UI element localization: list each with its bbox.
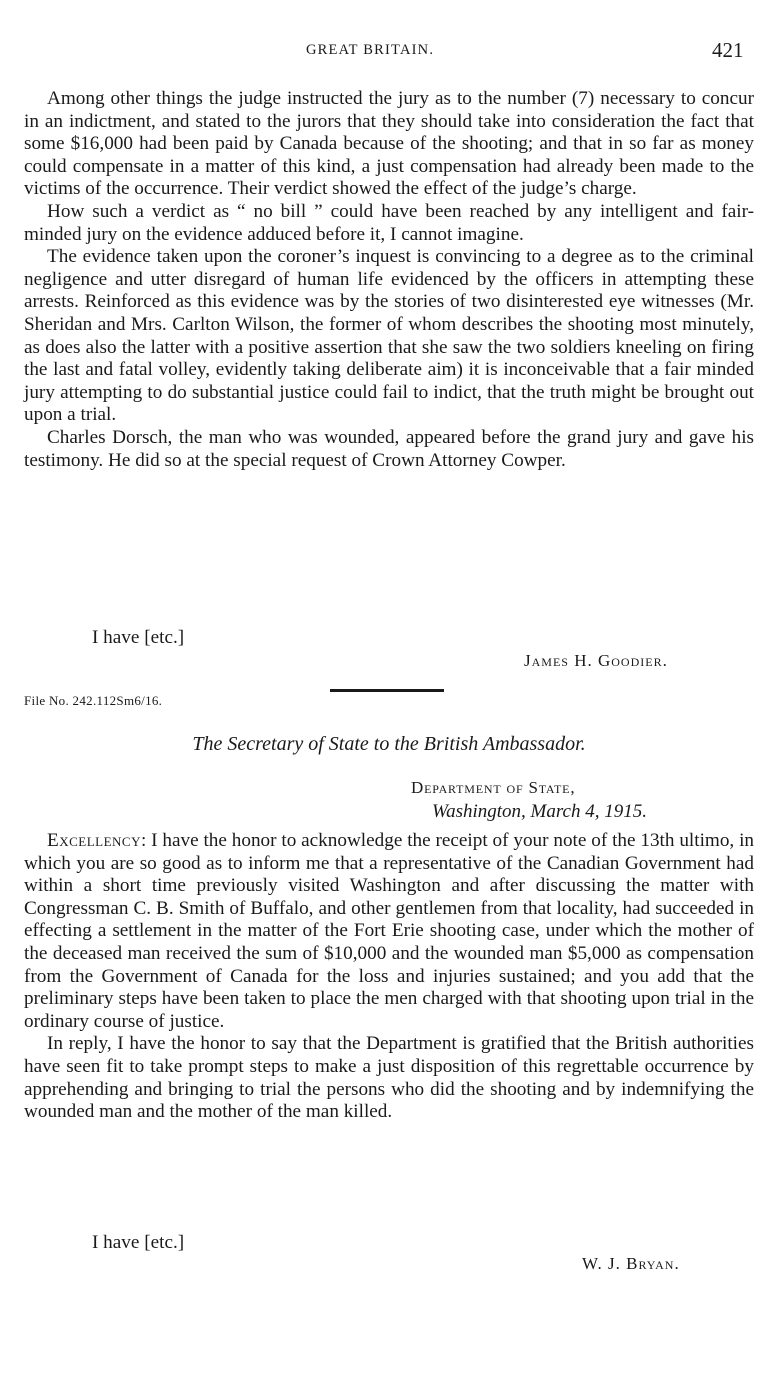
letter1-closing: I have [etc.]	[92, 627, 185, 648]
letter1-paragraph-1: Among other things the judge instructed the jury as to the number (7) necessary to concur in an indictment, and stated to the jurors that they should take into consideration the fact that some $16,000 had been paid by Canada because of the shooting; and that in so far as money could compensate in a matter of this kind, a just compensation had already been made to the victims of the occurrence. Their verdict showed the effect of the judge’s charge.	[24, 88, 754, 200]
letter2-signature: W. J. Bryan.	[582, 1254, 680, 1273]
running-title: GREAT BRITAIN.	[306, 42, 435, 58]
letter2-title: The Secretary of State to the British Ambassador.	[192, 733, 586, 755]
letter1-signature: James H. Goodier.	[524, 651, 668, 670]
letter2-department: Department of State,	[411, 778, 576, 797]
letter1-body	[24, 88, 754, 472]
letter1-paragraph-2: How such a verdict as “ no bill ” could have been reached by any intelligent and fair-minded jury on the evidence adduced before it, I cannot imagine.	[24, 200, 754, 245]
letter2-dateline: Washington, March 4, 1915.	[432, 801, 647, 822]
letter2-closing: I have [etc.]	[92, 1232, 185, 1253]
letter2-paragraph-1	[24, 830, 754, 1033]
section-divider	[330, 689, 444, 692]
letter2-salutation: Excellency	[47, 830, 141, 851]
file-number: File No. 242.112Sm6/16.	[24, 693, 163, 708]
page-number: 421	[712, 38, 744, 62]
letter2-paragraph-2: In reply, I have the honor to say that the Department is gratified that the British authorities have seen fit to take prompt steps to make a just disposition of this regrettable occurrence by apprehending and bringing to trial the persons who did the shooting and by indemnifying the wounded man and the mother of the man killed.	[24, 1033, 754, 1123]
letter2-paragraph-1-text: : I have the honor to acknowledge the receipt of your note of the 13th ultimo, in which you are so good as to inform me that a representative of the Canadian Government had within a short time previously visited Washington and after discussing the matter with Congressman C. B. Smith of Buffalo, and other gentlemen from that locality, had succeeded in effecting a settlement in the matter of the Fort Erie shooting case, under which the mother of the deceased man received the sum of $10,000 and the wounded man $5,000 as compensation from the Government of Canada for the loss and injuries sustained; and you add that the preliminary steps have been taken to place the men charged with that shooting upon trial in the ordinary course of justice.	[24, 830, 754, 1032]
letter2-body	[24, 830, 754, 1124]
running-header	[0, 38, 778, 62]
letter1-paragraph-3: The evidence taken upon the coroner’s inquest is convincing to a degree as to the criminal negligence and utter disregard of human life evidenced by the officers in attempting these arrests. Reinforced as this evidence was by the stories of two disinterested eye witnesses (Mr. Sheridan and Mrs. Carlton Wilson, the former of whom describes the shooting most minutely, as does also the latter with a positive assertion that she saw the two soldiers kneeling on firing the last and fatal volley, evidently taking deliberate aim) it is inconceivable that a fair minded jury attempting to do substantial justice could fail to indict, that the truth might be brought out upon a trial.	[24, 246, 754, 426]
letter1-paragraph-4: Charles Dorsch, the man who was wounded, appeared before the grand jury and gave his testimony. He did so at the special request of Crown Attorney Cowper.	[24, 426, 754, 471]
